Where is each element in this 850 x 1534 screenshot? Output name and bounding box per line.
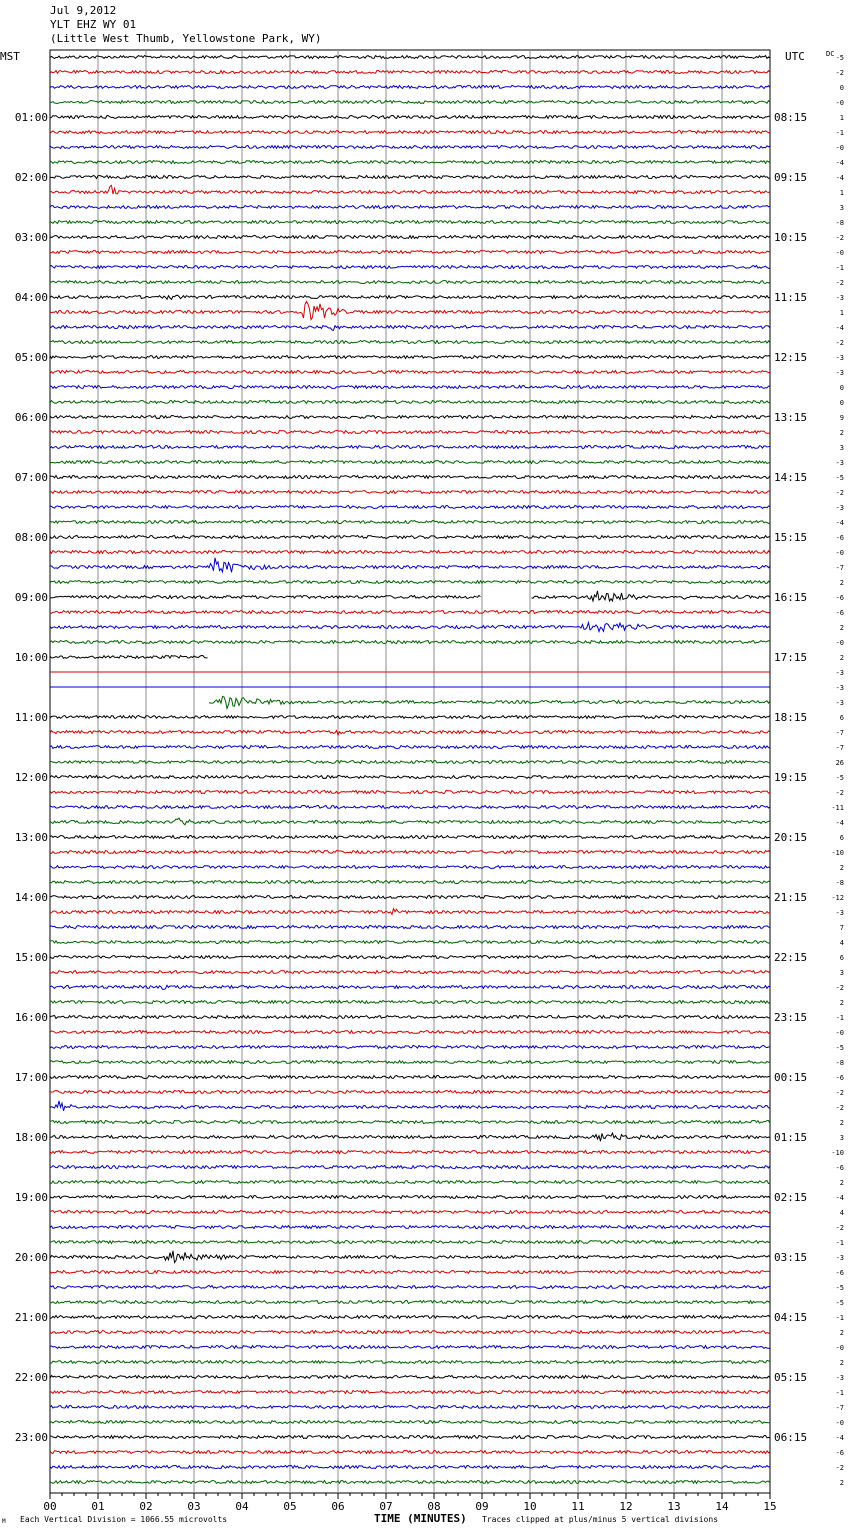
trace-2 [50,86,770,89]
dc-offset-value: 3 [839,1134,844,1142]
dc-offset-value: 0 [839,399,844,407]
trace-40 [50,656,208,659]
trace-34 [50,558,770,573]
right-hour-label: 23:15 [774,1011,808,1024]
x-tick-label: 08 [427,1500,441,1513]
trace-29 [50,491,770,494]
trace-71 [50,1121,770,1124]
dc-offset-value: -10 [831,849,844,857]
left-hour-label: 07:00 [14,471,48,484]
dc-offset-value: -3 [835,1254,844,1262]
x-tick-label: 13 [667,1500,681,1513]
right-hour-label: 00:15 [774,1071,808,1084]
trace-81 [50,1271,770,1274]
dc-offset-value: 6 [839,834,844,842]
trace-31 [50,521,770,524]
x-tick-label: 12 [619,1500,633,1513]
x-tick-label: 00 [43,1500,57,1513]
trace-6 [50,146,770,149]
dc-offset-value: -4 [835,1434,844,1442]
trace-63 [50,1001,770,1004]
x-tick-label: 03 [187,1500,201,1513]
left-hour-label: 10:00 [14,651,48,664]
x-tick-label: 14 [715,1500,729,1513]
trace-52 [50,836,770,839]
x-axis-title: TIME (MINUTES) [374,1512,467,1525]
trace-13 [50,251,770,254]
dc-offset-value: 6 [839,954,844,962]
dc-offset-value: -6 [835,609,844,617]
right-hour-label: 03:15 [774,1251,808,1264]
dc-offset-value: 2 [839,999,844,1007]
left-hour-label: 23:00 [14,1431,48,1444]
trace-1 [50,71,770,74]
dc-offset-value: -2 [835,279,844,287]
dc-offset-value: -0 [835,99,844,107]
trace-39 [50,641,770,644]
dc-offset-value: -2 [835,339,844,347]
trace-28 [50,476,770,479]
trace-80 [50,1251,770,1263]
trace-16 [50,295,770,299]
dc-offset-value: -5 [835,1299,844,1307]
trace-25 [50,431,770,434]
trace-38 [50,623,770,632]
dc-offset-value: -0 [835,1344,844,1352]
dc-offset-value: -2 [835,69,844,77]
trace-59 [50,941,770,944]
trace-72 [50,1133,770,1141]
trace-85 [50,1331,770,1334]
trace-93 [50,1451,770,1454]
dc-offset-value: -3 [835,1374,844,1382]
dc-offset-value: -1 [835,129,844,137]
left-timezone-label: MST [0,50,20,63]
right-hour-label: 22:15 [774,951,808,964]
trace-43 [209,696,770,708]
dc-offset-value: 2 [839,1479,844,1487]
trace-19 [50,341,770,344]
right-hour-label: 09:15 [774,171,808,184]
left-hour-label: 18:00 [14,1131,48,1144]
dc-offset-value: -2 [835,1224,844,1232]
corner-mark: M [2,1518,6,1525]
trace-94 [50,1466,770,1469]
dc-offset-value: 1 [839,309,844,317]
dc-offset-value: -7 [835,1404,844,1412]
trace-44 [50,716,770,719]
dc-offset-value: -11 [831,804,844,812]
trace-54 [50,866,770,869]
trace-58 [50,926,770,929]
dc-offset-value: 4 [839,1209,844,1217]
right-hour-label: 12:15 [774,351,808,364]
right-hour-label: 16:15 [774,591,808,604]
dc-offset-value: -1 [835,1389,844,1397]
right-hour-label: 18:15 [774,711,808,724]
dc-offset-value: -0 [835,1029,844,1037]
dc-offset-value: -5 [835,1044,844,1052]
dc-offset-value: 0 [839,84,844,92]
left-hour-label: 16:00 [14,1011,48,1024]
trace-91 [50,1421,770,1424]
left-hour-label: 09:00 [14,591,48,604]
dc-offset-value: -3 [835,459,844,467]
left-hour-label: 06:00 [14,411,48,424]
header-date: Jul 9,2012 [50,4,117,17]
trace-65 [50,1031,770,1034]
trace-49 [50,791,770,794]
trace-84 [50,1316,770,1319]
header-station: YLT EHZ WY 01 [50,18,137,31]
dc-offset-value: -2 [835,489,844,497]
dc-offset-value: -3 [835,909,844,917]
x-tick-label: 15 [763,1500,777,1513]
left-hour-label: 01:00 [14,111,48,124]
trace-12 [50,236,770,239]
dc-offset-value: 26 [835,759,844,767]
dc-offset-value: -4 [835,819,844,827]
left-hour-label: 19:00 [14,1191,48,1204]
trace-50 [50,806,770,809]
trace-62 [50,985,770,989]
dc-offset-value: -6 [835,594,844,602]
dc-offset-value: -0 [835,639,844,647]
left-hour-label: 21:00 [14,1311,48,1324]
trace-27 [50,461,770,464]
dc-offset-value: -6 [835,1164,844,1172]
left-hour-label: 12:00 [14,771,48,784]
right-hour-label: 17:15 [774,651,808,664]
dc-offset-value: -2 [835,1464,844,1472]
dc-offset-value: 2 [839,654,844,662]
dc-offset-value: 2 [839,1329,844,1337]
dc-offset-value: 2 [839,624,844,632]
trace-45 [50,731,770,736]
trace-20 [50,356,770,359]
dc-offset-value: -12 [831,894,844,902]
x-tick-label: 04 [235,1500,249,1513]
right-hour-label: 04:15 [774,1311,808,1324]
trace-61 [50,971,770,974]
right-hour-label: 06:15 [774,1431,808,1444]
trace-70 [50,1101,770,1111]
trace-78 [50,1226,770,1229]
dc-offset-value: 2 [839,1359,844,1367]
trace-3 [50,101,770,104]
right-hour-label: 14:15 [774,471,808,484]
left-hour-label: 04:00 [14,291,48,304]
trace-24 [50,416,770,419]
trace-88 [50,1376,770,1379]
dc-offset-value: -6 [835,534,844,542]
dc-offset-value: 0 [839,384,844,392]
trace-77 [50,1211,770,1214]
trace-18 [50,326,770,331]
dc-offset-value: -5 [835,774,844,782]
trace-75 [50,1181,770,1184]
x-tick-label: 09 [475,1500,489,1513]
left-hour-label: 15:00 [14,951,48,964]
trace-26 [50,446,770,449]
x-tick-label: 10 [523,1500,537,1513]
left-hour-label: 08:00 [14,531,48,544]
dc-offset-value: -4 [835,324,844,332]
dc-offset-value: -7 [835,564,844,572]
dc-offset-value: -5 [835,1284,844,1292]
dc-offset-value: -2 [835,1104,844,1112]
trace-92 [50,1436,770,1439]
dc-offset-value: 2 [839,864,844,872]
dc-offset-value: -1 [835,1239,844,1247]
dc-offset-value: 3 [839,969,844,977]
trace-32 [50,536,770,539]
trace-37 [50,611,770,614]
right-hour-label: 13:15 [774,411,808,424]
right-hour-label: 21:15 [774,891,808,904]
left-hour-label: 03:00 [14,231,48,244]
dc-offset-label: DC [826,50,835,58]
dc-offset-value: -1 [835,264,844,272]
dc-offset-value: -6 [835,1269,844,1277]
dc-offset-value: -8 [835,879,844,887]
header-location: (Little West Thumb, Yellowstone Park, WY) [50,32,322,45]
x-tick-label: 11 [571,1500,585,1513]
dc-offset-value: -7 [835,729,844,737]
dc-offset-value: -4 [835,159,844,167]
trace-48 [50,776,770,779]
dc-offset-value: 9 [839,414,844,422]
dc-offset-value: -6 [835,1074,844,1082]
trace-10 [50,206,770,209]
trace-36 [50,591,770,601]
dc-offset-value: -1 [835,1314,844,1322]
dc-offset-value: -2 [835,234,844,242]
dc-offset-value: -4 [835,174,844,182]
trace-14 [50,266,770,269]
dc-offset-value: -3 [835,669,844,677]
trace-47 [50,761,770,764]
dc-offset-value: -3 [835,354,844,362]
dc-offset-value: -2 [835,1089,844,1097]
x-tick-label: 05 [283,1500,297,1513]
right-hour-label: 10:15 [774,231,808,244]
trace-76 [50,1196,770,1199]
dc-offset-value: 2 [839,429,844,437]
dc-offset-value: 7 [839,924,844,932]
right-hour-label: 08:15 [774,111,808,124]
right-hour-label: 20:15 [774,831,808,844]
right-timezone-label: UTC [785,50,805,63]
trace-69 [50,1091,770,1094]
dc-offset-value: -4 [835,519,844,527]
left-hour-label: 05:00 [14,351,48,364]
right-hour-label: 05:15 [774,1371,808,1384]
left-hour-label: 17:00 [14,1071,48,1084]
dc-offset-value: -3 [835,369,844,377]
trace-95 [50,1481,770,1484]
trace-0 [50,56,770,59]
trace-57 [50,909,770,915]
trace-46 [50,746,770,749]
trace-53 [50,851,770,854]
dc-offset-value: -0 [835,249,844,257]
dc-offset-value: -8 [835,219,844,227]
x-tick-label: 07 [379,1500,393,1513]
right-hour-label: 19:15 [774,771,808,784]
left-hour-label: 13:00 [14,831,48,844]
trace-17 [50,302,770,320]
left-hour-label: 22:00 [14,1371,48,1384]
trace-89 [50,1391,770,1394]
dc-offset-value: -1 [835,1014,844,1022]
trace-33 [50,551,770,554]
dc-offset-value: 2 [839,1179,844,1187]
trace-5 [50,131,770,134]
dc-offset-value: -0 [835,144,844,152]
dc-offset-value: -6 [835,1449,844,1457]
dc-offset-value: -0 [835,549,844,557]
dc-offset-value: 1 [839,114,844,122]
left-hour-label: 11:00 [14,711,48,724]
trace-66 [50,1046,770,1049]
dc-offset-value: -5 [835,54,844,62]
dc-offset-value: -3 [835,699,844,707]
trace-55 [50,881,770,884]
trace-35 [50,581,770,584]
x-tick-label: 01 [91,1500,105,1513]
trace-73 [50,1151,770,1154]
dc-offset-value: -5 [835,474,844,482]
trace-11 [50,221,770,224]
trace-51 [50,818,770,825]
x-tick-label: 06 [331,1500,345,1513]
trace-23 [50,401,770,404]
left-hour-label: 14:00 [14,891,48,904]
dc-offset-value: -3 [835,684,844,692]
dc-offset-value: -2 [835,789,844,797]
dc-offset-value: 4 [839,939,844,947]
dc-offset-value: -10 [831,1149,844,1157]
trace-9 [50,185,770,194]
trace-83 [50,1301,770,1304]
trace-15 [50,281,770,284]
dc-offset-value: 1 [839,189,844,197]
trace-82 [50,1286,770,1289]
trace-68 [50,1076,770,1079]
scale-note: Each Vertical Division = 1066.55 microvolts [20,1515,228,1524]
dc-offset-value: 3 [839,204,844,212]
x-tick-label: 02 [139,1500,153,1513]
trace-79 [50,1241,770,1244]
trace-22 [50,386,770,389]
trace-4 [50,116,770,119]
left-hour-label: 02:00 [14,171,48,184]
trace-87 [50,1361,770,1364]
left-hour-label: 20:00 [14,1251,48,1264]
trace-30 [50,506,770,509]
right-hour-label: 15:15 [774,531,808,544]
trace-64 [50,1016,770,1019]
trace-86 [50,1346,770,1349]
dc-offset-value: -0 [835,1419,844,1427]
clip-note: Traces clipped at plus/minus 5 vertical divisions [482,1515,719,1524]
dc-offset-value: 3 [839,444,844,452]
trace-67 [50,1061,770,1064]
dc-offset-value: -2 [835,984,844,992]
trace-60 [50,956,770,959]
dc-offset-value: -3 [835,504,844,512]
trace-7 [50,161,770,164]
dc-offset-value: -4 [835,1194,844,1202]
trace-74 [50,1166,770,1169]
right-hour-label: 11:15 [774,291,808,304]
dc-offset-value: -8 [835,1059,844,1067]
dc-offset-value: 6 [839,714,844,722]
dc-offset-value: 2 [839,1119,844,1127]
trace-90 [50,1406,770,1409]
trace-56 [50,896,770,899]
dc-offset-value: 2 [839,579,844,587]
dc-offset-value: -7 [835,744,844,752]
trace-21 [50,371,770,374]
right-hour-label: 02:15 [774,1191,808,1204]
trace-8 [50,176,770,179]
dc-offset-value: -3 [835,294,844,302]
right-hour-label: 01:15 [774,1131,808,1144]
